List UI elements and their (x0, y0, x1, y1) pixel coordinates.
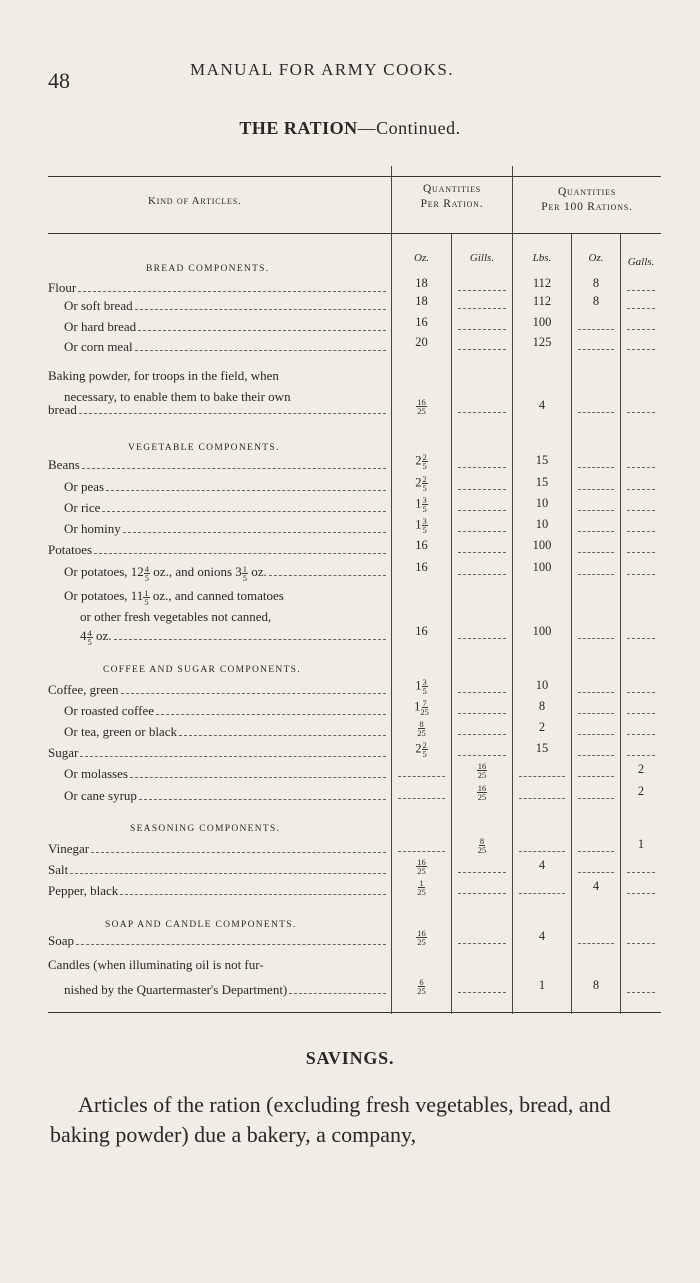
row-label (48, 402, 388, 418)
header-per-ration (392, 182, 512, 212)
cell-blank-gills (458, 872, 506, 873)
section-vegetable: VEGETABLE COMPONENTS. (128, 443, 280, 453)
label-text: Or potatoes, 12 (64, 564, 144, 579)
cell-lbs: 100 (532, 538, 552, 552)
fraction-denominator: 5 (87, 636, 92, 647)
fraction (417, 879, 426, 896)
fraction (422, 517, 428, 534)
fraction (416, 929, 427, 946)
whole-number: 2 (415, 741, 422, 756)
cell-oz100: 8 (592, 276, 600, 290)
fraction-denominator: 5 (144, 596, 149, 607)
cell-blank-lbs (519, 851, 565, 852)
cell-oz100: 4 (592, 879, 600, 893)
cell-lbs: 10 (535, 517, 549, 531)
cell-blank-lbs (519, 798, 565, 799)
leader-dots (289, 993, 386, 994)
row-label-text: Or hard bread (64, 319, 137, 334)
fraction-denominator: 5 (422, 483, 427, 493)
cell-blank-gills (458, 755, 506, 756)
fraction-denominator: 25 (417, 986, 426, 996)
table-title-suffix: —Continued. (357, 118, 461, 138)
cell-lbs: 100 (532, 560, 552, 574)
leader-dots (139, 799, 386, 800)
row-label-text: Soap (48, 933, 74, 948)
header-per-100-line1: Quantities (557, 186, 617, 198)
row-label (64, 319, 388, 335)
fraction-denominator: 25 (477, 770, 487, 780)
fraction (416, 398, 427, 415)
leader-dots (123, 532, 386, 533)
fraction (420, 699, 429, 716)
row-label (48, 280, 388, 296)
fraction-denominator: 5 (422, 525, 427, 535)
cell-blank-oz100 (578, 489, 614, 490)
cell-gills (452, 837, 512, 854)
unit-oz: Oz. (414, 252, 429, 264)
cell-blank-gills (458, 510, 506, 511)
row-label-text: Beans (48, 457, 80, 472)
leader-dots (106, 490, 386, 491)
cell-oz: 18 (415, 276, 428, 290)
fraction-denominator: 5 (242, 572, 248, 583)
whole-number: 1 (415, 496, 422, 511)
cell-lbs: 4 (538, 858, 546, 872)
row-label-text (80, 628, 112, 646)
section-soap-candle: SOAP AND CANDLE COMPONENTS. (105, 920, 297, 930)
cell-lbs: 4 (538, 398, 546, 412)
fraction-denominator: 5 (422, 686, 427, 696)
cell-lbs: 15 (535, 453, 549, 467)
leader-dots (82, 468, 386, 469)
fraction (422, 741, 428, 758)
row-label-line (64, 588, 284, 606)
table-top-rule (48, 176, 661, 177)
cell-oz (392, 978, 451, 995)
cell-blank-galls (627, 510, 655, 511)
fraction-numerator: 1 (242, 563, 248, 574)
cell-lbs: 4 (538, 929, 546, 943)
cell-blank-galls (627, 290, 655, 291)
row-label (64, 479, 388, 495)
fraction (417, 978, 426, 995)
leader-dots (138, 330, 386, 331)
leader-dots (94, 553, 386, 554)
cell-blank-oz (398, 798, 445, 799)
cell-blank-oz100 (578, 638, 614, 639)
fraction-numerator: 16 (417, 928, 426, 938)
row-label-text: Or hominy (64, 521, 121, 536)
fraction (478, 837, 487, 854)
cell-blank-gills (458, 290, 506, 291)
cell-oz: 20 (415, 335, 428, 349)
leader-dots (80, 756, 386, 757)
unit-gills: Gills. (469, 252, 495, 264)
fraction-numerator: 1 (144, 587, 149, 598)
row-label-line: or other fresh vegetables not canned, (80, 609, 272, 624)
fraction-denominator: 5 (422, 749, 427, 759)
cell-blank-gills (458, 574, 506, 575)
fraction-numerator: 8 (479, 836, 485, 846)
fraction (422, 678, 428, 695)
savings-body-text: Articles of the ration (excluding fresh vegetables, bread, and baking powder) due a bakery, a company, (50, 1092, 611, 1147)
cell-galls: 2 (637, 762, 645, 776)
fraction-denominator: 5 (144, 572, 150, 583)
header-per-ration-line1: Quantities (422, 183, 482, 195)
cell-blank-galls (627, 349, 655, 350)
label-text: oz. (248, 564, 267, 579)
table-title (0, 118, 700, 139)
cell-oz (392, 678, 451, 695)
row-label (64, 564, 388, 582)
label-text: oz., and canned tomatoes (149, 588, 284, 603)
cell-oz (392, 879, 451, 896)
fraction-denominator: 25 (477, 845, 487, 855)
row-label-text (64, 564, 267, 582)
cell-blank-gills (458, 943, 506, 944)
label-text: oz. (92, 628, 112, 643)
table-title-main: THE RATION (239, 118, 358, 138)
fraction-numerator: 4 (87, 627, 92, 638)
cell-blank-gills (458, 713, 506, 714)
cell-blank-galls (627, 638, 655, 639)
cell-blank-gills (458, 349, 506, 350)
leader-dots (78, 291, 386, 292)
row-label (48, 862, 388, 878)
cell-blank-galls (627, 943, 655, 944)
cell-lbs: 10 (535, 678, 549, 692)
cell-blank-galls (627, 467, 655, 468)
fraction-numerator: 8 (419, 719, 424, 729)
label-text: Or potatoes, 11 (64, 588, 144, 603)
row-label (64, 788, 388, 804)
cell-blank-galls (627, 872, 655, 873)
savings-heading: SAVINGS. (305, 1048, 395, 1068)
cell-blank-oz (398, 776, 445, 777)
section-coffee-sugar: COFFEE AND SUGAR COMPONENTS. (103, 665, 301, 675)
leader-dots (102, 511, 386, 512)
fraction (422, 496, 428, 513)
whole-number: 1 (415, 517, 422, 532)
fraction (422, 475, 428, 492)
cell-oz (392, 929, 451, 946)
fraction-denominator: 25 (417, 937, 426, 947)
fraction (477, 784, 488, 801)
cell-blank-galls (627, 412, 655, 413)
row-label-text: Or soft bread (64, 298, 133, 313)
row-label-text: Sugar (48, 745, 79, 760)
fraction-denominator: 25 (417, 866, 426, 876)
row-label-text: Coffee, green (48, 682, 119, 697)
cell-galls: 1 (637, 837, 645, 851)
cell-blank-gills (458, 692, 506, 693)
row-label (48, 883, 388, 899)
row-label (64, 298, 388, 314)
cell-blank-oz100 (578, 798, 614, 799)
cell-blank-gills (458, 412, 506, 413)
fraction-numerator: 7 (422, 698, 427, 708)
row-label (80, 628, 388, 646)
cell-blank-galls (627, 552, 655, 553)
cell-blank-oz100 (578, 851, 614, 852)
cell-oz100: 8 (592, 978, 600, 992)
cell-oz (392, 858, 451, 875)
row-label-text: Or peas (64, 479, 105, 494)
cell-blank-gills (458, 552, 506, 553)
row-label (64, 339, 388, 355)
cell-blank-gills (458, 308, 506, 309)
fraction-denominator: 25 (477, 792, 487, 802)
fraction-numerator: 16 (417, 397, 426, 407)
fraction-denominator: 25 (417, 887, 426, 897)
section-seasoning: SEASONING COMPONENTS. (130, 824, 281, 834)
row-label-text: Or tea, green or black (64, 724, 177, 739)
cell-lbs: 2 (538, 720, 546, 734)
cell-blank-galls (627, 893, 655, 894)
row-label (48, 933, 388, 949)
leader-dots (130, 777, 386, 778)
cell-blank-galls (627, 992, 655, 993)
cell-blank-oz100 (578, 349, 614, 350)
row-label-text: Pepper, black (48, 883, 119, 898)
cell-lbs: 10 (535, 496, 549, 510)
row-label (48, 841, 388, 857)
divider-lbs-oz (571, 234, 572, 1014)
fraction (416, 858, 427, 875)
leader-dots (76, 944, 386, 945)
row-label (48, 542, 388, 558)
header-per-100-line2: Per 100 Rations. (541, 201, 633, 213)
cell-blank-oz100 (578, 510, 614, 511)
fraction (422, 453, 428, 470)
cell-oz (392, 741, 451, 758)
cell-oz (392, 699, 451, 716)
whole-number: 2 (415, 475, 422, 490)
row-label-text: Or corn meal (64, 339, 133, 354)
row-label-text: Or molasses (64, 766, 128, 781)
row-label (48, 682, 388, 698)
cell-lbs: 8 (538, 699, 546, 713)
leader-dots (91, 852, 386, 853)
fraction-numerator: 3 (422, 516, 427, 526)
unit-lbs: Lbs. (532, 252, 552, 264)
cell-blank-galls (627, 308, 655, 309)
cell-blank-oz100 (578, 412, 614, 413)
label-text: oz., and onions 3 (150, 564, 242, 579)
divider-oz-gills (451, 234, 452, 1014)
leader-dots (269, 575, 386, 576)
cell-blank-oz100 (578, 755, 614, 756)
cell-lbs: 15 (535, 475, 549, 489)
row-label (64, 724, 388, 740)
cell-lbs: 125 (532, 335, 552, 349)
cell-blank-gills (458, 489, 506, 490)
cell-oz: 16 (415, 538, 428, 552)
cell-blank-oz100 (578, 734, 614, 735)
divider-oz-galls (620, 234, 621, 1014)
leader-dots (79, 413, 386, 414)
cell-oz: 18 (415, 294, 428, 308)
leader-dots (120, 894, 386, 895)
cell-blank-gills (458, 531, 506, 532)
row-label-line: Candles (when illuminating oil is not fur- (48, 957, 264, 972)
cell-gills (452, 762, 512, 779)
cell-blank-oz100 (578, 552, 614, 553)
row-label (64, 521, 388, 537)
fraction-numerator: 2 (422, 474, 427, 484)
cell-oz (392, 517, 451, 534)
fraction-denominator: 5 (422, 504, 427, 514)
row-label (64, 500, 388, 516)
cell-blank-oz100 (578, 872, 614, 873)
fraction-denominator: 25 (417, 728, 426, 738)
row-label (64, 703, 388, 719)
fraction-numerator: 2 (422, 740, 427, 750)
cell-lbs: 100 (532, 624, 552, 638)
cell-blank-lbs (519, 776, 565, 777)
cell-blank-lbs (519, 893, 565, 894)
leader-dots (114, 639, 386, 640)
cell-blank-oz100 (578, 692, 614, 693)
fraction-numerator: 16 (477, 783, 487, 793)
cell-galls: 2 (637, 784, 645, 798)
row-label-text: nished by the Quartermaster's Department) (64, 982, 288, 997)
label-text: 4 (80, 628, 87, 643)
fraction-denominator: 5 (422, 461, 427, 471)
cell-blank-galls (627, 574, 655, 575)
cell-oz (392, 475, 451, 492)
row-label-line: necessary, to enable them to bake their own (64, 389, 291, 404)
fraction-numerator: 16 (477, 761, 487, 771)
fraction-numerator: 16 (417, 857, 426, 867)
section-bread: BREAD COMPONENTS. (146, 264, 270, 274)
row-label-text: Vinegar (48, 841, 90, 856)
table-bottom-rule (48, 1012, 661, 1013)
running-head: MANUAL FOR ARMY COOKS. (190, 60, 455, 79)
header-per-ration-line2: Per Ration. (420, 198, 484, 210)
cell-blank-galls (627, 531, 655, 532)
row-label (48, 745, 388, 761)
cell-oz: 16 (415, 624, 428, 638)
cell-blank-galls (627, 692, 655, 693)
cell-blank-galls (627, 755, 655, 756)
fraction-numerator: 6 (419, 977, 424, 987)
leader-dots (179, 735, 386, 736)
fraction-denominator: 25 (420, 707, 429, 717)
cell-oz100: 8 (592, 294, 600, 308)
fraction-numerator: 3 (422, 677, 427, 687)
unit-oz-100: Oz. (588, 252, 604, 264)
cell-blank-oz100 (578, 943, 614, 944)
row-label-text: Or cane syrup (64, 788, 137, 803)
whole-number: 1 (415, 678, 422, 693)
cell-lbs: 15 (535, 741, 549, 755)
cell-lbs: 100 (532, 315, 552, 329)
leader-dots (135, 309, 386, 310)
whole-number: 2 (415, 453, 422, 468)
leader-dots (156, 714, 386, 715)
row-label (64, 766, 388, 782)
cell-blank-oz100 (578, 329, 614, 330)
cell-oz (392, 398, 451, 415)
row-label-text: Salt (48, 862, 69, 877)
whole-number: 1 (414, 699, 421, 714)
cell-oz (392, 720, 451, 737)
fraction-denominator: 25 (417, 406, 426, 416)
fraction-numerator: 3 (422, 495, 427, 505)
header-per-100 (513, 185, 661, 215)
cell-oz (392, 496, 451, 513)
cell-blank-oz100 (578, 467, 614, 468)
cell-oz (392, 453, 451, 470)
row-label-line: Baking powder, for troops in the field, when (48, 368, 279, 383)
row-label-text: Flour (48, 280, 77, 295)
fraction-numerator: 2 (422, 452, 427, 462)
page-number: 48 (48, 68, 70, 93)
leader-dots (70, 873, 386, 874)
row-label-text: bread (48, 402, 77, 417)
fraction (477, 762, 488, 779)
cell-blank-galls (627, 713, 655, 714)
row-label (48, 457, 388, 473)
cell-blank-oz100 (578, 531, 614, 532)
cell-lbs: 112 (532, 294, 552, 308)
row-label-text: Or rice (64, 500, 101, 515)
row-label (64, 982, 388, 998)
cell-blank-gills (458, 638, 506, 639)
cell-lbs: 1 (538, 978, 546, 992)
cell-blank-oz100 (578, 713, 614, 714)
leader-dots (121, 693, 386, 694)
cell-blank-gills (458, 329, 506, 330)
cell-lbs: 112 (532, 276, 552, 290)
fraction-numerator: 1 (419, 878, 424, 888)
cell-blank-gills (458, 467, 506, 468)
cell-blank-gills (458, 734, 506, 735)
row-label-text: Or roasted coffee (64, 703, 154, 718)
unit-galls: Galls. (627, 256, 655, 268)
cell-blank-gills (458, 893, 506, 894)
fraction-numerator: 4 (144, 563, 150, 574)
cell-gills (452, 784, 512, 801)
cell-blank-galls (627, 734, 655, 735)
cell-blank-oz100 (578, 574, 614, 575)
cell-blank-gills (458, 992, 506, 993)
cell-oz: 16 (415, 315, 428, 329)
cell-blank-oz100 (578, 776, 614, 777)
cell-blank-galls (627, 489, 655, 490)
row-label-text: Potatoes (48, 542, 93, 557)
header-kind-of-articles: Kind of Articles. (148, 195, 242, 207)
cell-oz: 16 (415, 560, 428, 574)
cell-blank-galls (627, 329, 655, 330)
cell-blank-oz (398, 851, 445, 852)
leader-dots (135, 350, 386, 351)
fraction (417, 720, 426, 737)
